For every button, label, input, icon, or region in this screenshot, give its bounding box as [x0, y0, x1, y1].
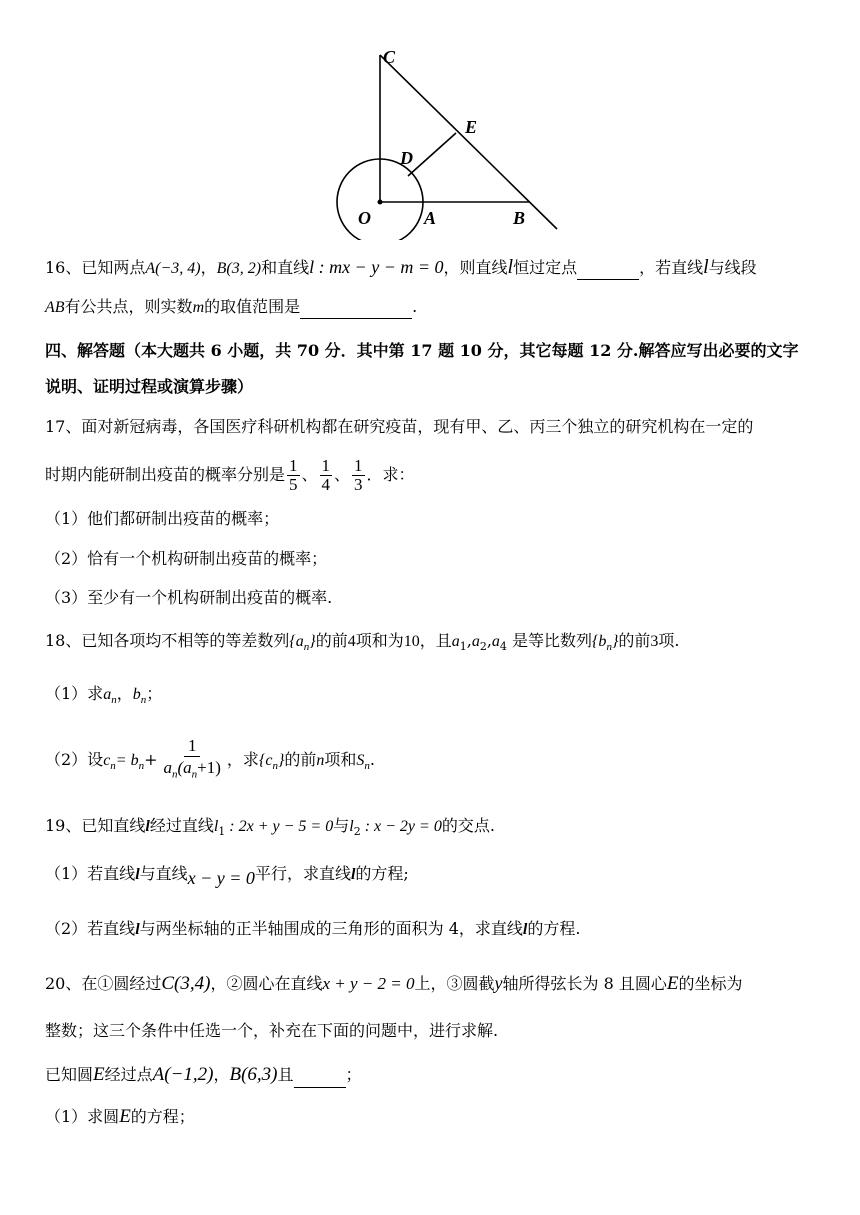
q17-part1: （1）他们都研制出疫苗的概率； — [45, 509, 280, 528]
fraction-1-over-an: $\frac{1}{a_n(a_n+1)}$ — [163, 735, 221, 781]
q17-part2: （2）恰有一个机构研制出疫苗的概率； — [45, 549, 328, 568]
section4-heading-line1: 四、解答题（本大题共 6 小题，共 70 分．其中第 17 题 10 分，其它每题 12 分.解答应写出必要的文字 — [45, 341, 799, 360]
label-C: C — [383, 47, 396, 67]
label-D: D — [400, 148, 413, 168]
fraction-1-3: $\frac{1}{3}$ — [354, 456, 363, 494]
q18-part1: （1）求$a_n$，$b_n$； — [45, 684, 163, 707]
q17-part3: （3）至少有一个机构研制出疫苗的概率. — [45, 588, 333, 607]
label-E: E — [465, 117, 478, 137]
q20-condition-blank[interactable] — [294, 1087, 346, 1088]
q16-line2: AB有公共点，则实数m的取值范围是 . — [45, 296, 417, 319]
q16-line1: 16、已知两点A(−3, 4)，B(3, 2)和直线l : mx − y − m = 0，则直线l恒过定点 ，若直线l与线段 — [45, 256, 757, 278]
q17-line1: 17、面对新冠病毒，各国医疗科研机构都在研究疫苗，现有甲、乙、丙三个独立的研究机构在一定的 — [45, 417, 754, 436]
label-B: B — [513, 208, 526, 228]
q19-part1: （1）若直线l与直线x − y = 0平行，求直线l的方程; — [45, 864, 409, 888]
fraction-1-5: $\frac{1}{5}$ — [289, 456, 298, 494]
section4-heading-line2: 说明、证明过程或演算步骤） — [45, 377, 254, 396]
segment-DE — [408, 133, 456, 176]
q20-line3: 已知圆E经过点A(−1,2)，B(6,3)且 ； — [45, 1062, 362, 1088]
q20-line2: 整数；这三个条件中任选一个，补充在下面的问题中，进行求解. — [45, 1021, 499, 1040]
q17-line2: 时期内能研制出疫苗的概率分别是 $\frac{1}{5}$ 、 $\frac{1}{4}$ 、 $\frac{1}{3}$ ．求： — [45, 456, 415, 494]
segment-CB — [380, 55, 557, 229]
q18-part2: （2）设$c_n= b_n+$ $\frac{1}{a_n(a_n+1)}$ ，求$\{c_n\}$的前n项和$S_n$. — [45, 735, 375, 791]
q20-line1: 20、在①圆经过C(3,4)，②圆心在直线x + y − 2 = 0上，③圆截y轴所得弦长为 8 且圆心E的坐标为 — [45, 973, 743, 994]
fraction-1-4: $\frac{1}{4}$ — [321, 456, 331, 494]
label-A: A — [424, 208, 437, 228]
center-point-O — [378, 200, 383, 205]
label-O: O — [358, 208, 371, 228]
q19-line1: 19、已知直线l经过直线$l_1$ : 2x + y − 5 = 0与$l_2$ : x − 2y = 0的交点. — [45, 816, 495, 839]
q16-blank-1[interactable] — [577, 279, 639, 280]
geometry-figure — [320, 40, 580, 240]
q19-part2: （2）若直线l与两坐标轴的正半轴围成的三角形的面积为 4，求直线l的方程. — [45, 919, 581, 938]
q18-line1: 18、已知各项均不相等的等差数列$\{a_n\}$的前4项和为10，且$a_1,a_2,a_4$ 是等比数列$\{b_n\}$的前3项. — [45, 631, 680, 654]
q16-blank-2[interactable] — [300, 318, 412, 319]
q20-part1: （1）求圆E的方程； — [45, 1106, 195, 1127]
